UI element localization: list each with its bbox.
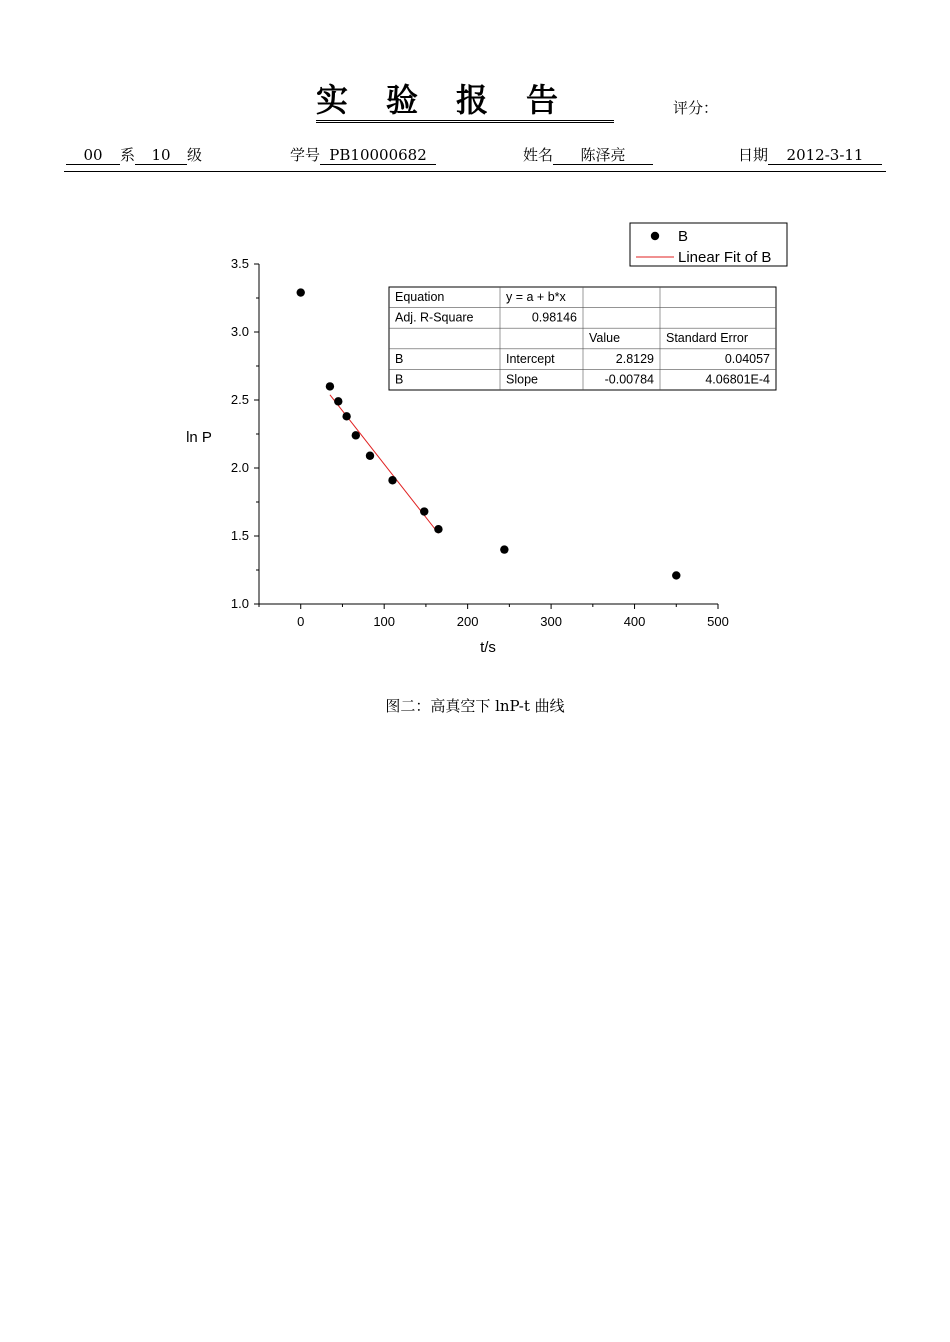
dept-label: 系 xyxy=(120,146,136,164)
y-tick-label: 2.0 xyxy=(230,460,249,475)
dept-value: 00 xyxy=(66,146,120,165)
figure-caption: 图二：高真空下 lnP-t 曲线 xyxy=(385,697,565,715)
x-tick-label: 300 xyxy=(540,614,562,629)
legend-marker-b xyxy=(651,232,659,240)
legend-label-b: B xyxy=(678,228,689,245)
data-point xyxy=(434,525,442,533)
data-point xyxy=(342,412,350,420)
x-axis-label: t/s xyxy=(480,639,496,656)
y-tick-label: 2.5 xyxy=(230,392,249,407)
data-point xyxy=(366,452,374,460)
data-point xyxy=(326,382,334,390)
stats-table-cell: 2.8129 xyxy=(615,351,654,366)
grade-value: 10 xyxy=(135,146,187,165)
date-label: 日期 xyxy=(738,146,769,164)
x-tick-label: 400 xyxy=(623,614,646,629)
x-tick-label: 500 xyxy=(707,614,729,629)
data-point xyxy=(352,431,360,439)
legend-label-fit: Linear Fit of B xyxy=(678,249,772,266)
y-tick-label: 1.0 xyxy=(230,596,249,611)
data-point xyxy=(500,545,508,553)
stats-table-cell: Adj. R-Square xyxy=(395,310,474,325)
stats-table-cell: -0.00784 xyxy=(604,372,654,387)
x-tick-label: 0 xyxy=(297,614,305,629)
name-value: 陈泽亮 xyxy=(553,146,653,165)
stats-table-cell: 4.06801E-4 xyxy=(705,372,770,387)
x-tick-label: 100 xyxy=(373,614,396,629)
stats-table-cell: Slope xyxy=(506,372,538,387)
report-title: 实验报告 xyxy=(316,80,614,123)
stats-table-cell: Value xyxy=(589,331,621,346)
grade-label: 级 xyxy=(187,146,203,164)
y-axis-label: ln P xyxy=(186,429,212,446)
date-value: 2012-3-11 xyxy=(768,146,882,165)
stats-table-cell: 0.98146 xyxy=(531,310,577,325)
stats-table-cell: y = a + b*x xyxy=(506,290,566,304)
score-label: 评分： xyxy=(673,99,719,117)
data-point xyxy=(297,288,305,296)
data-point xyxy=(334,397,342,405)
student-id-value: PB10000682 xyxy=(320,146,436,165)
name-label: 姓名 xyxy=(523,146,554,164)
stats-table-cell: B xyxy=(395,351,404,366)
y-tick-label: 1.5 xyxy=(230,528,249,543)
y-tick-label: 3.0 xyxy=(230,324,249,339)
x-tick-label: 200 xyxy=(456,614,479,629)
data-point xyxy=(388,476,396,484)
stats-table-cell: Equation xyxy=(395,290,445,304)
stats-table-cell: B xyxy=(395,372,404,387)
data-point xyxy=(420,507,428,515)
stats-table-cell: Standard Error xyxy=(666,331,748,346)
stats-table-cell: 0.04057 xyxy=(724,351,770,366)
y-tick-label: 3.5 xyxy=(230,256,249,271)
data-point xyxy=(672,571,680,579)
stats-table-cell: Intercept xyxy=(506,351,555,366)
student-id-label: 学号 xyxy=(290,146,321,164)
